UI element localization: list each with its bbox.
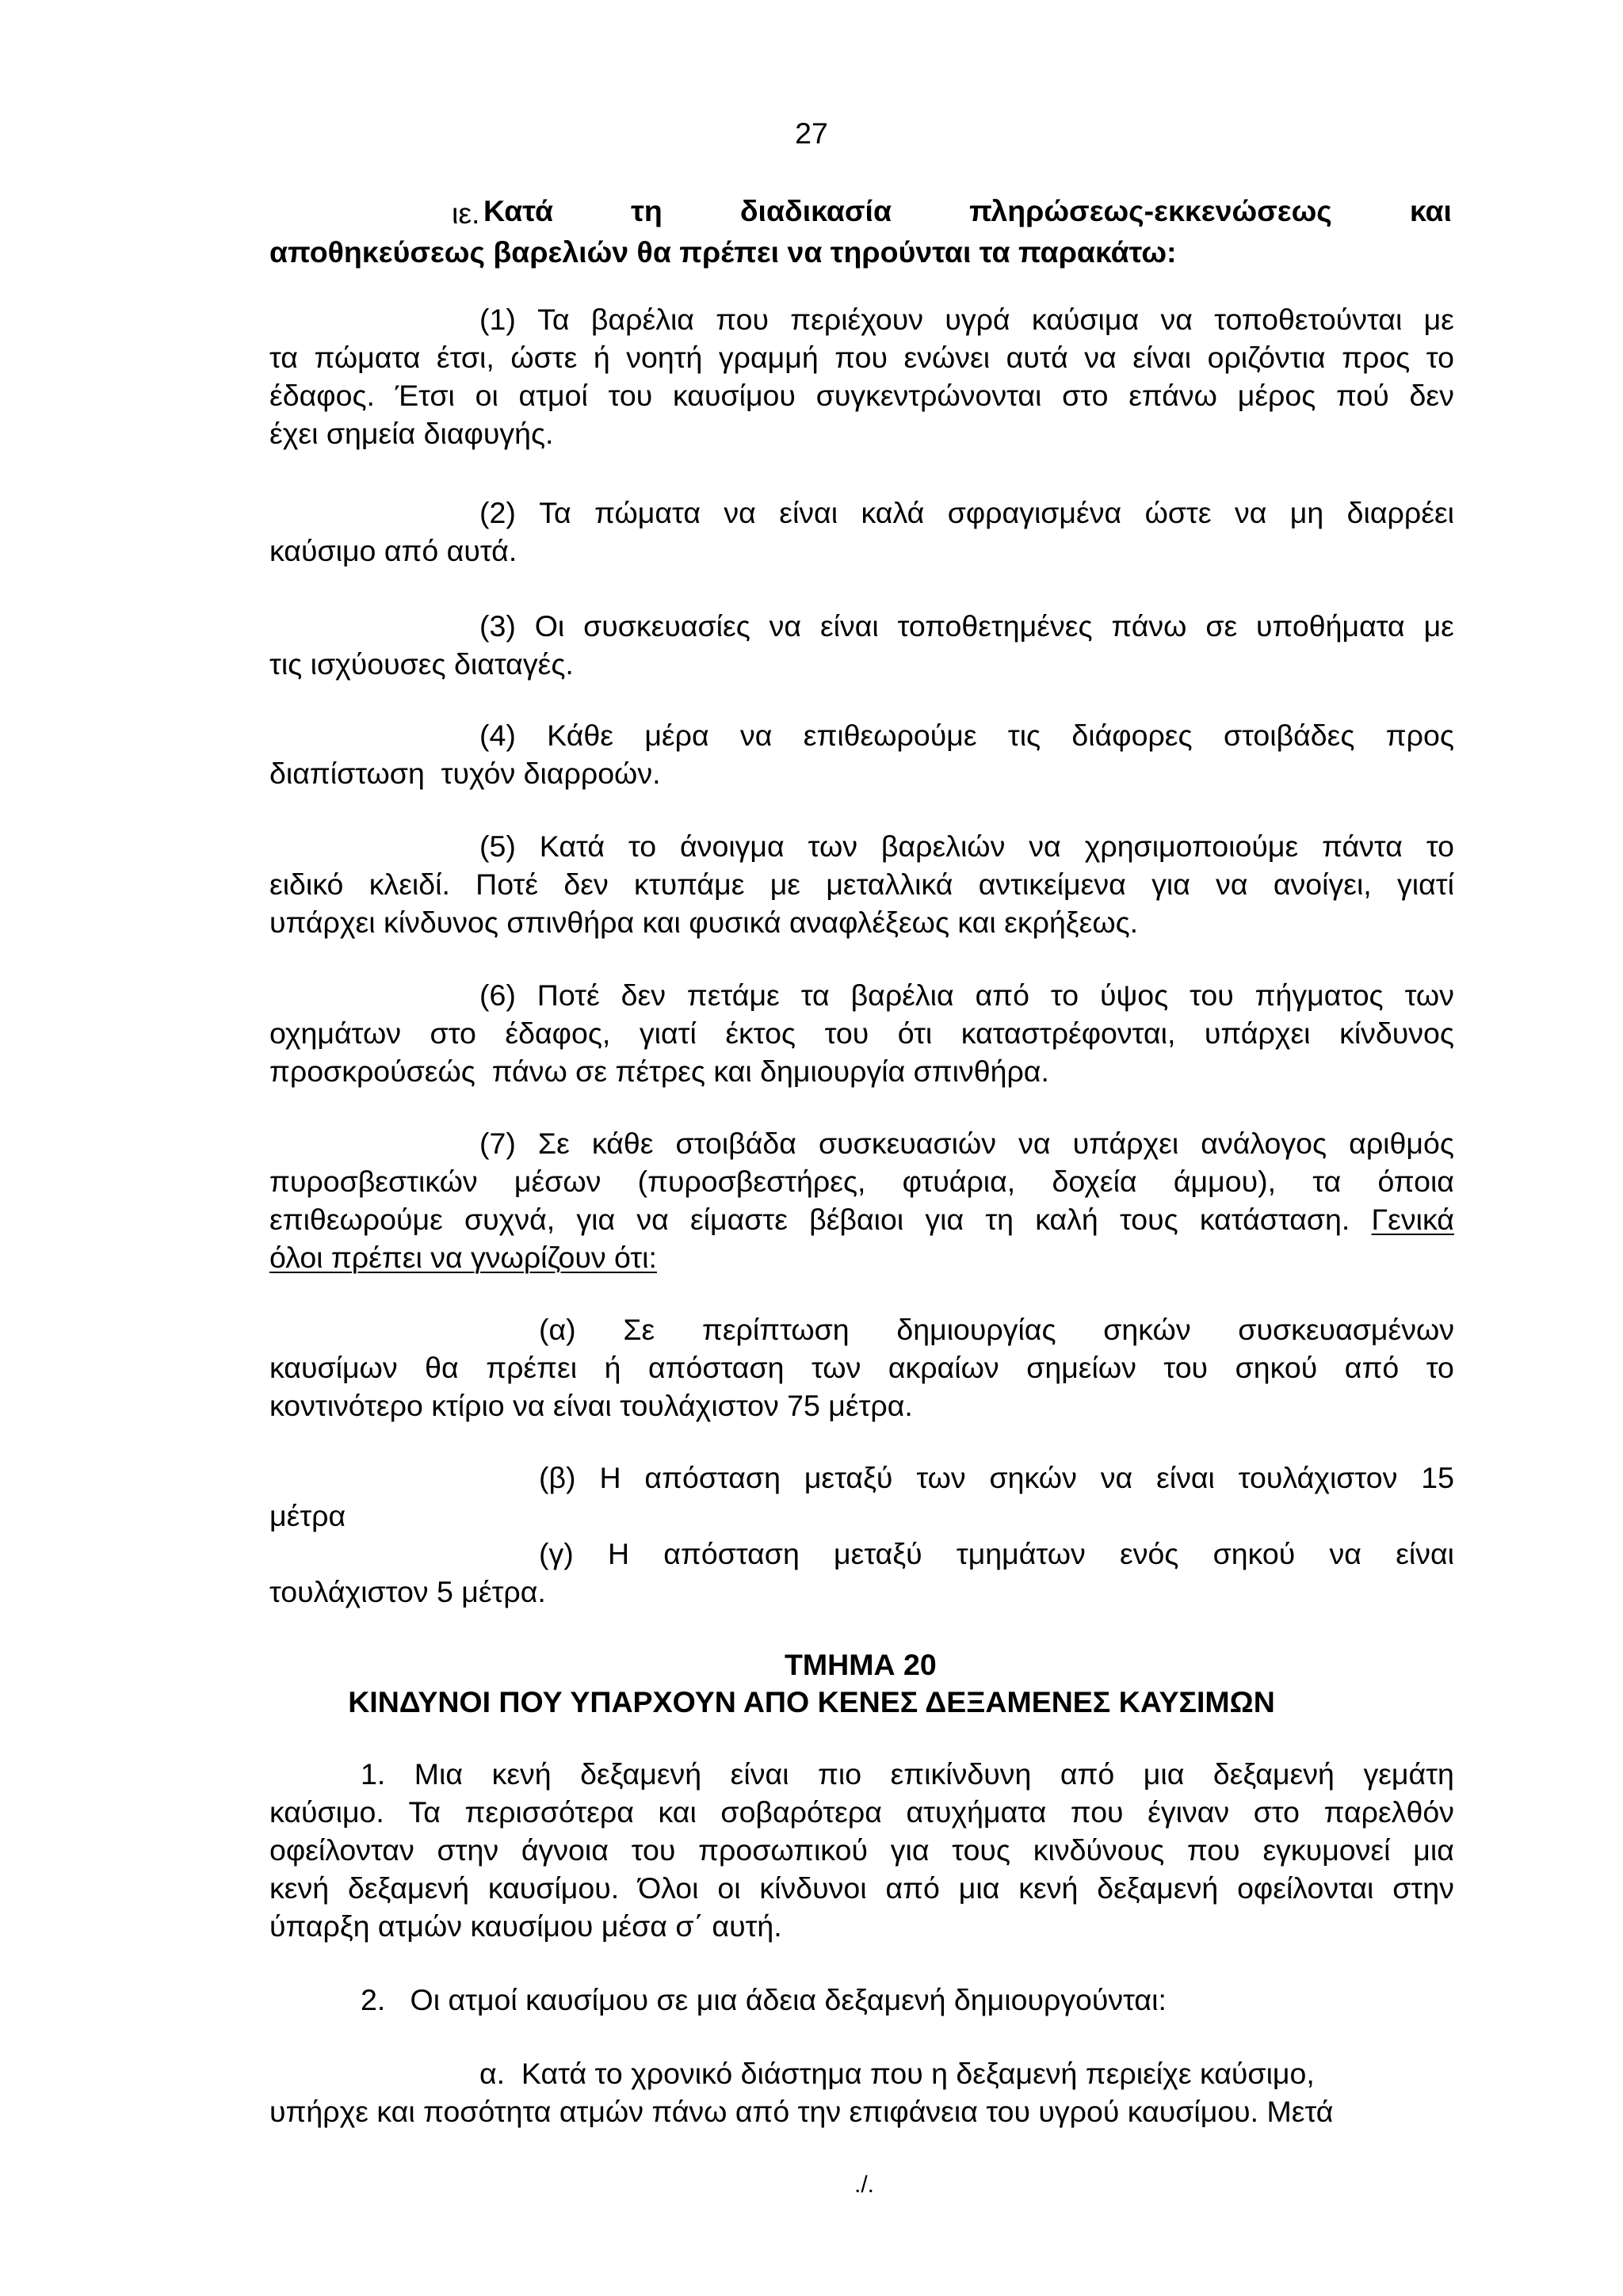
subitem-g-line1-word: σηκού: [1212, 1537, 1296, 1570]
section-20-p1-line1-word: 1.: [361, 1757, 386, 1791]
item-1-line2-word: προς: [1342, 341, 1411, 374]
section-20-p1-line3-word: για: [890, 1833, 930, 1867]
item-1-line1-word: βαρέλια: [590, 303, 694, 336]
item-4-line1-word: στοιβάδες: [1223, 719, 1355, 752]
item-1-line1-word: περιέχουν: [790, 303, 924, 336]
item-1-line3-word: οι: [475, 379, 498, 412]
item-5-line1-word: βαρελιών: [880, 830, 1006, 863]
item-7-line2-word: όποια: [1377, 1165, 1454, 1198]
subitem-b-line1: [539, 1463, 1454, 1493]
section-20-p1-line4-word: κενή: [269, 1871, 330, 1905]
section-ie-heading-line1-word: πληρώσεως-εκκενώσεως: [969, 194, 1332, 227]
item-1-line3: [269, 381, 1454, 411]
subitem-b-line1-word: των: [916, 1461, 966, 1494]
item-5-line2-word: με: [769, 868, 801, 901]
item-1-line3-word: καυσίμου: [673, 379, 796, 412]
item-5-line1-word: άνοιγμα: [680, 830, 785, 863]
page-number: 27: [795, 116, 828, 150]
item-7-line3-word: να: [636, 1203, 669, 1236]
subitem-b-line2: μέτρα: [269, 1499, 346, 1532]
section-20-p1-line3-word: μια: [1413, 1833, 1454, 1867]
section-ie-heading-line1-word: διαδικασία: [739, 194, 892, 227]
subitem-a-line1-word: συσκευασμένων: [1238, 1313, 1454, 1346]
item-5-line2-word: ανοίγει,: [1273, 868, 1372, 901]
section-20-p1-line2-word: έγιναν: [1148, 1795, 1230, 1829]
section-20-p1-line4-word: Όλοι: [638, 1871, 699, 1905]
item-7-line3: [269, 1205, 1454, 1235]
item-5-line1-word: να: [1029, 830, 1061, 863]
item-1-line1-word: τοποθετούνται: [1214, 303, 1403, 336]
subitem-g-line1-word: ενός: [1119, 1537, 1179, 1570]
section-20-p1-line1-word: γεμάτη: [1363, 1757, 1454, 1791]
item-6-line2-word: κίνδυνος: [1339, 1016, 1454, 1050]
subitem-b-line1-word: (β): [539, 1461, 576, 1494]
section-20-p1-line1-word: δεξαμενή: [580, 1757, 702, 1791]
item-2-line1-word: να: [1234, 496, 1267, 529]
subitem-a-line2-word: πρέπει: [486, 1351, 578, 1384]
subitem-a-line2-word: των: [812, 1351, 861, 1384]
item-5-line2-word: κτυπάμε: [634, 868, 745, 901]
subitem-g-line1-word: είναι: [1396, 1537, 1454, 1570]
item-5-line2-word: μεταλλικά: [826, 868, 953, 901]
section-20-p1-line3-word: στην: [437, 1833, 499, 1867]
item-7-line1-word: αριθμός: [1349, 1127, 1454, 1160]
subitem-g-line1-word: Η: [607, 1537, 630, 1570]
item-1-line3-word: πού: [1336, 379, 1389, 412]
item-4-line1: [479, 721, 1454, 751]
item-7-line3-word: τη: [985, 1203, 1014, 1236]
item-3-line1-word: πάνω: [1111, 609, 1187, 643]
item-2-line1-word: ώστε: [1144, 496, 1212, 529]
item-1-line2-word: ενώνει: [903, 341, 991, 374]
item-7-line3-word: είμαστε: [689, 1203, 788, 1236]
section-20-p1-line4-word: κίνδυνοι: [759, 1871, 867, 1905]
item-4-line1-word: επιθεωρούμε: [803, 719, 977, 752]
section-20-p1-line4-word: δεξαμενή: [1097, 1871, 1219, 1905]
item-6-line1-word: το: [1050, 978, 1079, 1012]
subitem-a-line3: κοντινότερο κτίριο να είναι τουλάχιστον 75 μέτρα.: [269, 1389, 913, 1422]
subitem-a-line2-word: απόσταση: [647, 1351, 785, 1384]
subitem-g-line1-word: απόσταση: [663, 1537, 800, 1570]
section-20-p1-line1-word: είναι: [730, 1757, 789, 1791]
item-4-line1-word: να: [739, 719, 773, 752]
section-20-pa-line1: α. Κατά το χρονικό διάστημα που η δεξαμενή περιείχε καύσιμο,: [479, 2057, 1315, 2090]
item-4-line2: διαπίστωση τυχόν διαρροών.: [269, 757, 661, 790]
item-5-line2-word: αντικείμενα: [978, 868, 1126, 901]
item-1-line1-word: Τα: [537, 303, 570, 336]
section-20-p1-line4-word: κενή: [1018, 1871, 1079, 1905]
subitem-a-line1-word: (α): [539, 1313, 576, 1346]
item-2-line2: καύσιμο από αυτά.: [269, 534, 517, 567]
section-20-p1-line2-word: καύσιμο.: [269, 1795, 384, 1829]
item-5-line1-word: το: [628, 830, 657, 863]
section-20-p1-line3-word: κινδύνους: [1033, 1833, 1165, 1867]
item-1-line2-word: τα: [269, 341, 298, 374]
item-1-line1-word: με: [1423, 303, 1454, 336]
section-20-p1-line2-word: και: [658, 1795, 697, 1829]
subitem-a-line2-word: από: [1344, 1351, 1400, 1384]
item-4-line1-word: (4): [479, 719, 516, 752]
item-2-line1-word: καλά: [861, 496, 925, 529]
section-ie-heading-line1-word: Κατά: [483, 194, 554, 227]
item-6-line2-word: υπάρχει: [1204, 1016, 1311, 1050]
section-20-p1-line2-word: που: [1070, 1795, 1124, 1829]
item-1-line3-word: ατμοί: [518, 379, 588, 412]
item-2-line1-word: σφραγισμένα: [947, 496, 1122, 529]
subitem-a-line1-word: σηκών: [1103, 1313, 1191, 1346]
section-20-p1-line4-word: οφείλονται: [1237, 1871, 1374, 1905]
section-20-subtitle: ΚΙΝΔΥΝΟΙ ΠΟΥ ΥΠΑΡΧΟΥΝ ΑΠΟ ΚΕΝΕΣ ΔΕΞΑΜΕΝΕΣ ΚΑΥΣΙΜΩΝ: [348, 1685, 1275, 1718]
subitem-b-line1-word: 15: [1421, 1461, 1454, 1494]
subitem-a-line2-word: σημείων: [1026, 1351, 1136, 1384]
item-7-line1-word: συσκευασιών: [819, 1127, 996, 1160]
item-6-line1-word: (6): [479, 978, 516, 1012]
item-1-line1: [479, 305, 1454, 335]
subitem-a-line2-word: σηκού: [1235, 1351, 1318, 1384]
section-20-p1-line2-word: περισσότερα: [464, 1795, 634, 1829]
item-1-line2: [269, 343, 1454, 373]
item-3-line1: [479, 609, 1454, 643]
item-6-line1-word: των: [1404, 978, 1454, 1012]
item-5-line1-word: πάντα: [1322, 830, 1403, 863]
item-5-line2-word: ειδικό: [269, 868, 344, 901]
item-3-line1-word: υποθήματα: [1256, 609, 1405, 643]
subitem-g-line1-word: τμημάτων: [956, 1537, 1086, 1570]
item-5-line2-word: δεν: [563, 868, 609, 901]
item-6-line1-word: από: [975, 978, 1029, 1012]
section-20-p1-line4-word: καυσίμου.: [487, 1871, 620, 1905]
item-7-line2-word: πυροσβεστικών: [269, 1165, 478, 1198]
section-20-pa-line2: υπήρχε και ποσότητα ατμών πάνω από την επιφάνεια του υγρού καυσίμου. Μετά: [269, 2095, 1334, 2128]
item-5-line1-word: το: [1426, 830, 1454, 863]
item-5-line2-word: για: [1151, 868, 1190, 901]
item-7-line1-word: Σε: [537, 1127, 570, 1160]
item-6-line2-word: οχημάτων: [269, 1016, 401, 1050]
item-6-line2-word: στο: [430, 1016, 476, 1050]
item-7-line2-word: μέσων: [514, 1165, 601, 1198]
subitem-b-line1-word: τουλάχιστον: [1238, 1461, 1398, 1494]
item-1-line2-word: γραμμή: [718, 341, 819, 374]
item-1-line2-word: ή: [593, 341, 610, 374]
section-20-p1-line2-word: Τα: [408, 1795, 441, 1829]
item-6-line1-word: ύψος: [1099, 978, 1169, 1012]
section-20-p1-line1-word: από: [1060, 1757, 1115, 1791]
item-7-line4: όλοι πρέπει να γνωρίζουν ότι:: [269, 1241, 657, 1274]
item-5-line1-word: των: [808, 830, 857, 863]
item-1-line1-word: που: [716, 303, 769, 336]
item-7-line3-word: για: [925, 1203, 964, 1236]
section-20-p1-line3-word: οφείλονταν: [269, 1833, 414, 1867]
item-7-line2-word: τα: [1312, 1165, 1342, 1198]
subitem-b-line1-word: απόσταση: [644, 1461, 781, 1494]
item-4-line1-word: μέρα: [644, 719, 709, 752]
item-7-line2-word: άμμου),: [1173, 1165, 1277, 1198]
item-1-line1-word: (1): [479, 303, 516, 336]
item-2-line1-word: είναι: [779, 496, 838, 529]
item-4-line1-word: προς: [1385, 719, 1454, 752]
item-7-line1-word: (7): [479, 1127, 516, 1160]
item-5-line1-word: Κατά: [539, 830, 605, 863]
item-7-line1: [479, 1129, 1454, 1159]
item-4-line1-word: διάφορες: [1071, 719, 1193, 752]
item-2-line1-word: διαρρέει: [1346, 496, 1454, 529]
subitem-a-line2-word: του: [1163, 1351, 1209, 1384]
item-6-line2-word: του: [824, 1016, 869, 1050]
item-2-line1: [479, 498, 1454, 528]
section-20-p1-line1-word: κενή: [491, 1757, 552, 1791]
item-1-line3-word: μέρος: [1237, 379, 1316, 412]
item-5-line1-word: χρησιμοποιούμε: [1084, 830, 1299, 863]
item-5-line2-word: να: [1216, 868, 1248, 901]
item-1-line3-word: δεν: [1409, 379, 1454, 412]
general-note-lead: Γενικά: [1371, 1203, 1454, 1236]
section-20-p1-line3-word: τους: [952, 1833, 1010, 1867]
section-20-p1-line5: ύπαρξη ατμών καυσίμου μέσα σ΄ αυτή.: [269, 1909, 782, 1943]
item-7-line3-word: επιθεωρούμε: [269, 1203, 443, 1236]
item-5-line2-word: γιατί: [1397, 868, 1454, 901]
item-1-line2-word: έτσι,: [436, 341, 495, 374]
section-20-p1-line1-word: επικίνδυνη: [890, 1757, 1032, 1791]
item-7-line3-word: κατάσταση.: [1199, 1203, 1350, 1236]
item-7-line3-word: για: [576, 1203, 616, 1236]
item-3-line1-word: συσκευασίες: [583, 609, 750, 643]
section-20-p1-line2-word: στο: [1253, 1795, 1300, 1829]
section-20-p1-line3-word: προσωπικού: [698, 1833, 868, 1867]
item-3-line1-word: να: [769, 609, 802, 643]
item-6-line2-word: έκτος: [725, 1016, 796, 1050]
item-7-line1-word: στοιβάδα: [675, 1127, 796, 1160]
section-20-p1-line1-word: πιο: [818, 1757, 862, 1791]
item-2-line1-word: Τα: [539, 496, 571, 529]
subitem-g-line2: τουλάχιστον 5 μέτρα.: [269, 1575, 546, 1608]
item-2-line1-word: να: [724, 496, 756, 529]
item-2-line1-word: (2): [479, 496, 516, 529]
item-6-line2: [269, 1016, 1454, 1050]
item-7-line1-word: υπάρχει: [1072, 1127, 1179, 1160]
item-3-line1-word: (3): [479, 609, 516, 643]
subitem-b-line1-word: σηκών: [989, 1461, 1077, 1494]
section-20-p1-line2-word: ατυχήματα: [906, 1795, 1047, 1829]
subitem-b-line1-word: να: [1100, 1461, 1133, 1494]
item-5-line2-word: Ποτέ: [475, 868, 539, 901]
item-1-line1-word: να: [1160, 303, 1193, 336]
section-20-p1-line4-word: στην: [1392, 1871, 1454, 1905]
item-3-line1-word: με: [1423, 609, 1454, 643]
item-6-line2-word: έδαφος,: [505, 1016, 611, 1050]
item-1-line1-word: υγρά: [945, 303, 1010, 336]
section-20-title: ΤΜΗΜΑ 20: [785, 1648, 937, 1681]
subitem-a-line2-word: ακραίων: [888, 1351, 999, 1384]
section-20-p1-line3-word: άγνοια: [521, 1833, 609, 1867]
item-1-line2-word: είναι: [1132, 341, 1192, 374]
item-6-line1-word: βαρέλια: [850, 978, 954, 1012]
item-3-line2: τις ισχύουσες διαταγές.: [269, 647, 574, 681]
item-7-line1-word: να: [1018, 1127, 1051, 1160]
section-ie-heading-line2: αποθηκεύσεως βαρελιών θα πρέπει να τηρούνται τα παρακάτω:: [269, 235, 1177, 269]
subitem-a-line2-word: καυσίμων: [269, 1351, 398, 1384]
item-7-line1-word: ανάλογος: [1201, 1127, 1327, 1160]
section-ie-heading-line1-word: και: [1409, 194, 1452, 227]
item-7-line3-word: τους: [1119, 1203, 1178, 1236]
section-20-p1-line2-word: παρελθόν: [1323, 1795, 1454, 1829]
item-4-line1-word: τις: [1007, 719, 1041, 752]
item-1-line2-word: νοητή: [626, 341, 703, 374]
subitem-a-line2: [269, 1353, 1454, 1383]
subitem-g-line1-word: να: [1329, 1537, 1361, 1570]
item-7-line3-word: συχνά,: [464, 1203, 556, 1236]
section-20-p1-line3-word: εγκυμονεί: [1262, 1833, 1391, 1867]
item-1-line3-word: έδαφος.: [269, 379, 375, 412]
item-1-line4: έχει σημεία διαφυγής.: [269, 417, 554, 450]
item-3-line1-word: σε: [1205, 609, 1238, 643]
item-5-line1: [479, 832, 1454, 862]
item-3-line1-word: τοποθετημένες: [897, 609, 1093, 643]
item-6-line1-word: πετάμε: [686, 978, 780, 1012]
subitem-b-line1-word: Η: [599, 1461, 621, 1494]
item-3-line1-word: Οι: [534, 609, 565, 643]
item-5-line1-word: (5): [479, 830, 516, 863]
section-20-p1-line3-word: του: [631, 1833, 676, 1867]
item-6-line2-word: καταστρέφονται,: [960, 1016, 1176, 1050]
item-1-line2-word: που: [834, 341, 888, 374]
item-5-line2-word: κλειδί.: [369, 868, 450, 901]
section-20-p1-line4: [269, 1871, 1454, 1905]
item-5-line3: υπάρχει κίνδυνος σπινθήρα και φυσικά αναφλέξεως και εκρήξεως.: [269, 906, 1139, 939]
continuation-mark: ./.: [854, 2172, 875, 2198]
item-1-line2-word: ώστε: [510, 341, 578, 374]
item-6-line2-word: γιατί: [639, 1016, 697, 1050]
item-1-line2-word: οριζόντια: [1207, 341, 1326, 374]
item-1-line3-word: Έτσι: [395, 379, 455, 412]
item-7-line3-word: βέβαιοι: [809, 1203, 904, 1236]
section-20-p1-line4-word: από: [885, 1871, 940, 1905]
subitem-a-line2-word: το: [1426, 1351, 1454, 1384]
subitem-g-line1-word: μεταξύ: [834, 1537, 922, 1570]
item-6-line3: προσκρούσεώς πάνω σε πέτρες και δημιουργία σπινθήρα.: [269, 1055, 1049, 1088]
subitem-g-line1: [539, 1539, 1454, 1569]
section-20-p1-line1-word: μια: [1143, 1757, 1185, 1791]
section-20-p1-line4-word: οι: [717, 1871, 741, 1905]
item-1-line3-word: στο: [1062, 379, 1109, 412]
item-2-line1-word: πώματα: [594, 496, 701, 529]
section-20-p1-line1: [361, 1757, 1454, 1791]
item-2-line1-word: μη: [1289, 496, 1324, 529]
item-7-line2-word: δοχεία: [1052, 1165, 1137, 1198]
item-1-line2-word: το: [1426, 341, 1454, 374]
section-20-p1-line1-word: δεξαμενή: [1212, 1757, 1335, 1791]
section-20-p1-line2-word: σοβαρότερα: [720, 1795, 882, 1829]
section-ie-heading-line1: [483, 196, 1452, 227]
section-20-p2-line1: 2. Οι ατμοί καυσίμου σε μια άδεια δεξαμενή δημιουργούνται:: [361, 1983, 1167, 2016]
subitem-g-line1-word: (γ): [539, 1537, 574, 1570]
subitem-b-line1-word: είναι: [1156, 1461, 1215, 1494]
item-6-line1-word: δεν: [621, 978, 666, 1012]
section-20-p1-line1-word: Μια: [414, 1757, 464, 1791]
item-5-line2: [269, 870, 1454, 900]
section-ie-marker: ιε.: [452, 196, 480, 230]
section-20-p1-line4-word: δεξαμενή: [347, 1871, 469, 1905]
item-1-line3-word: του: [608, 379, 653, 412]
item-6-line1-word: του: [1190, 978, 1234, 1012]
item-7-line3-word: καλή: [1035, 1203, 1098, 1236]
item-1-line2-word: να: [1084, 341, 1117, 374]
item-6-line1: [479, 978, 1454, 1012]
section-20-p1-line3-word: που: [1186, 1833, 1240, 1867]
item-6-line1-word: τα: [800, 978, 830, 1012]
item-1-line2-word: αυτά: [1006, 341, 1068, 374]
subitem-a-line1: [539, 1315, 1454, 1345]
subitem-a-line2-word: θα: [425, 1351, 459, 1384]
item-6-line2-word: ότι: [897, 1016, 933, 1050]
item-6-line1-word: Ποτέ: [537, 978, 600, 1012]
subitem-a-line1-word: δημιουργίας: [896, 1313, 1056, 1346]
item-7-line2-word: (πυροσβεστήρες,: [637, 1165, 866, 1198]
item-1-line3-word: συγκεντρώνονται: [815, 379, 1042, 412]
item-7-line1-word: κάθε: [591, 1127, 654, 1160]
item-4-line1-word: Κάθε: [547, 719, 613, 752]
section-ie-heading-line1-word: τη: [631, 194, 663, 227]
section-20-p1-line4-word: μια: [958, 1871, 1000, 1905]
subitem-b-line1-word: μεταξύ: [804, 1461, 893, 1494]
item-3-line1-word: είναι: [819, 609, 879, 643]
section-20-p1-line3: [269, 1833, 1454, 1867]
item-7-line2: [269, 1167, 1454, 1197]
section-20-p1-line2: [269, 1795, 1454, 1829]
item-6-line1-word: πήγματος: [1254, 978, 1384, 1012]
item-1-line2-word: πώματα: [314, 341, 421, 374]
item-7-line2-word: φτυάρια,: [902, 1165, 1016, 1198]
subitem-a-line1-word: περίπτωση: [701, 1313, 850, 1346]
subitem-a-line2-word: ή: [604, 1351, 621, 1384]
subitem-a-line1-word: Σε: [623, 1313, 655, 1346]
item-1-line3-word: επάνω: [1128, 379, 1217, 412]
item-1-line1-word: καύσιμα: [1031, 303, 1140, 336]
